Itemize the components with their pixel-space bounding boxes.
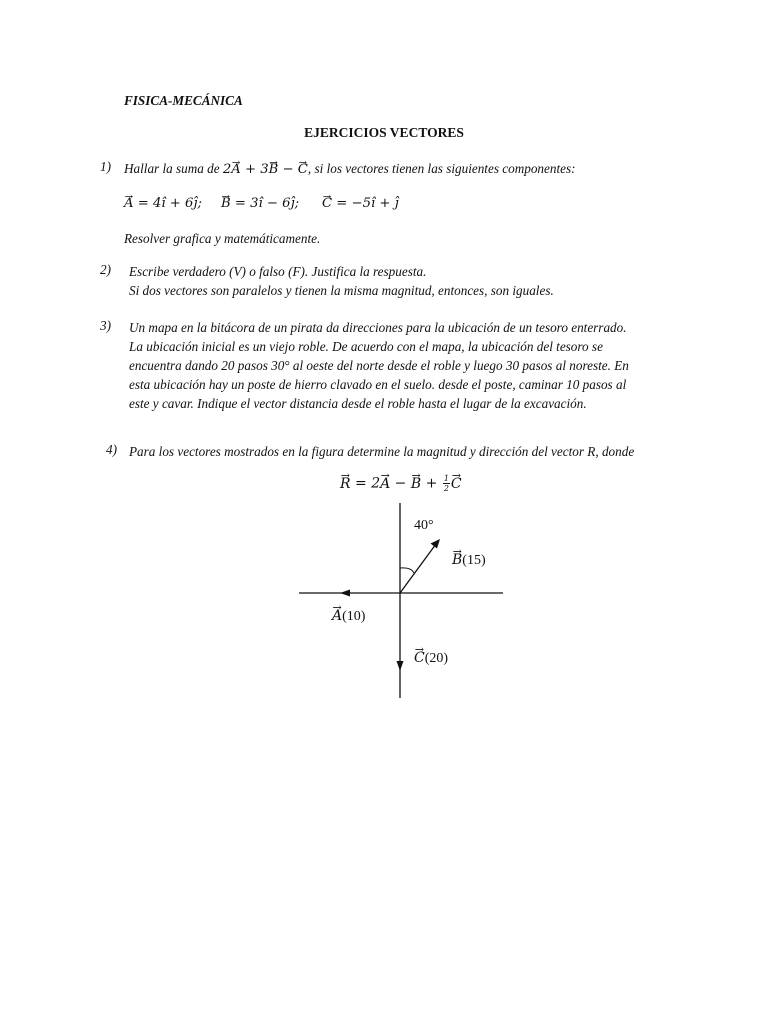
formula-c: → C [451,476,462,492]
vector-b-arrowhead [431,539,441,549]
course-title: FISICA-MECÁNICA [124,93,243,108]
exercise-2-line-1: Escribe verdadero (V) o falso (F). Justifica la respuesta. [129,264,427,279]
formula-a: → A [380,476,390,492]
formula-r: → R [340,476,351,492]
formula-minus: − [390,475,411,492]
fraction-numerator: 1 [443,474,449,483]
vector-b-label [452,552,486,569]
exercise-3-line: esta ubicación hay un poste de hierro clavado en el suelo. desde el poste, caminar 10 pasos al [129,377,627,392]
exercise-3-line: encuentra dando 20 pasos 30° al oeste del norte desde el roble y luego 30 pasos al noreste. En [129,358,629,373]
vector-b-line [400,544,436,593]
formula-equals: = [350,475,372,492]
formula-b: → B [411,476,421,492]
exercise-4-number: 4) [106,442,117,457]
vector-c-symbol: → C [298,160,308,179]
angle-label: 40° [414,518,434,533]
component-a-value: = 4î + 6ĵ; [133,196,202,211]
exercise-1-note: Resolver grafica y matemáticamente. [124,231,321,246]
vector-a-label-symbol: → A [332,608,342,624]
exercise-3-number: 3) [100,318,111,333]
page-title: EJERCICIOS VECTORES [304,125,464,140]
minus-sign: − [278,162,298,177]
vector-b-symbol: → B [269,160,279,179]
exercise-3-line: La ubicación inicial es un viejo roble. De acuerdo con el mapa, la ubicación del tesoro se [129,339,603,354]
vector-a-symbol: → A [231,160,241,179]
vector-b-magnitude: (15) [462,553,486,568]
exercise-3-line: este y cavar. Indique el vector distancia desde el roble hasta el lugar de la excavación. [129,396,587,411]
exercise-1-prompt-start: Hallar la suma de [124,161,223,176]
component-b-value: = 3î − 6ĵ; [230,196,300,211]
formula-coef-a: 2 [371,475,381,492]
coef-a: 2 [222,162,232,177]
vector-a-magnitude: (10) [342,609,366,624]
component-c-symbol: → C [322,194,332,213]
fraction-denominator: 2 [443,484,449,493]
vector-c-label [414,650,448,667]
vector-a-arrowhead [340,590,350,597]
component-a-symbol: → A [124,194,134,213]
component-c-value: = −5î + ĵ [332,196,399,211]
exercise-1-number: 1) [100,159,111,174]
vector-c-magnitude: (20) [424,651,449,666]
angle-arc [400,568,414,573]
vector-c-arrowhead [397,661,404,671]
exercise-3-line: Un mapa en la bitácora de un pirata da direcciones para la ubicación de un tesoro enterrado. [129,320,627,335]
exercise-2-number: 2) [100,262,111,277]
component-b-symbol: → B [221,194,231,213]
vector-c-label-symbol: → C [414,650,425,666]
vector-a-label [332,608,365,625]
coef-b: 3 [260,162,269,177]
exercise-2-line-2: Si dos vectores son paralelos y tienen la misma magnitud, entonces, son iguales. [129,283,554,298]
exercise-4-prompt: Para los vectores mostrados en la figura determine la magnitud y dirección del vector R, donde [129,444,635,459]
formula-plus: + [421,475,442,492]
exercise-1-prompt-end: , si los vectores tienen las siguientes componentes: [307,161,576,176]
vector-b-label-symbol: → B [452,552,462,568]
plus-sign: + [240,162,261,177]
